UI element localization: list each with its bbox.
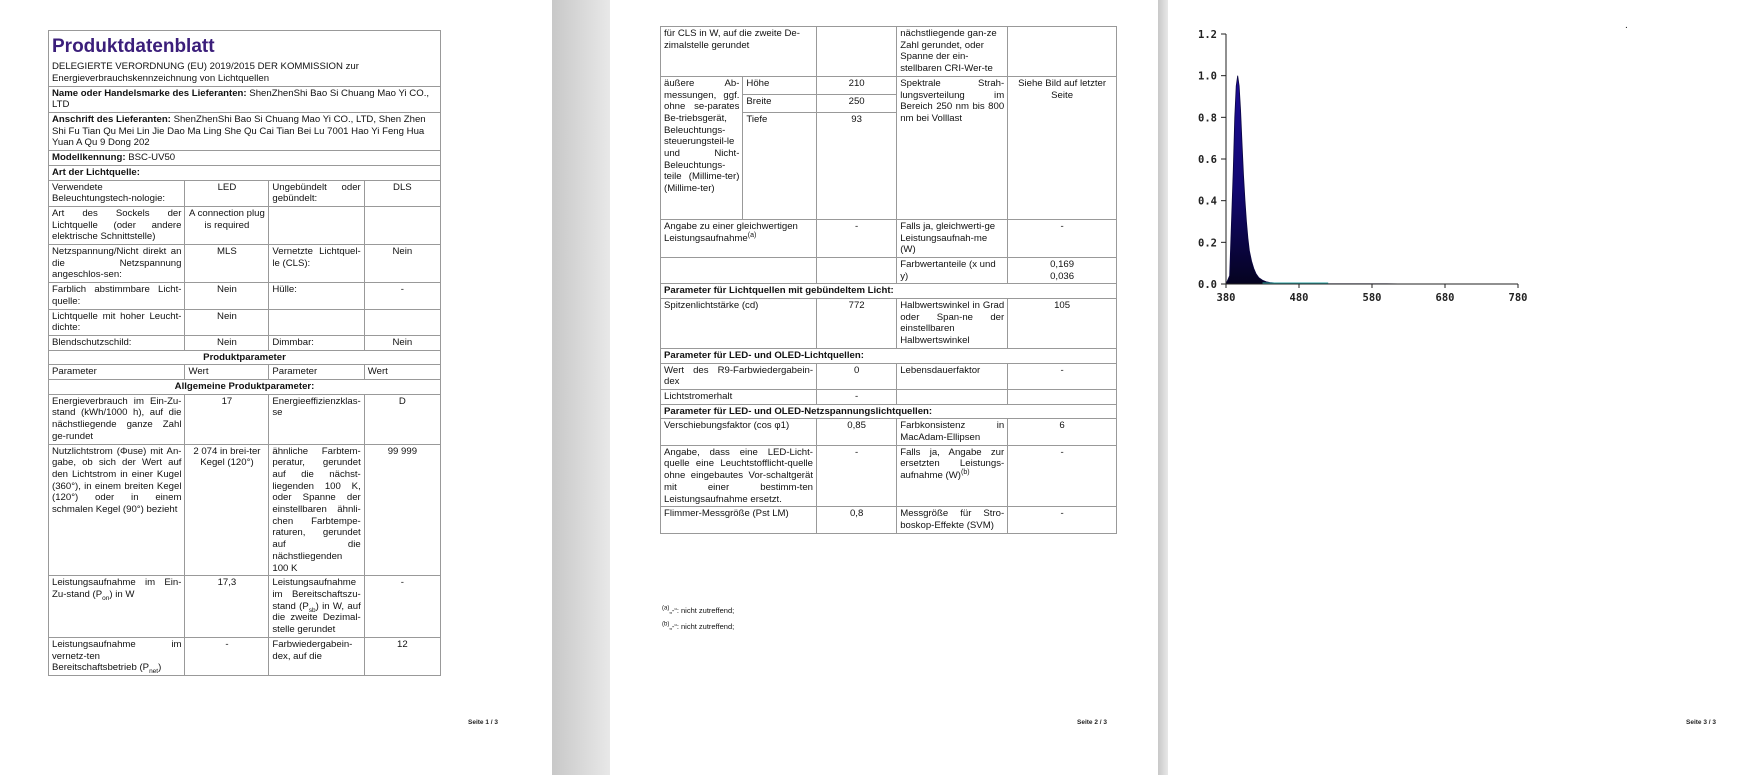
page-1 [0,0,552,775]
type-row: Blendschutzschild: Nein Dimmbar: Nein [49,335,441,350]
directional-row: Spitzenlichtstärke (cd) 772 Halbwertswinkel in Grad oder Span-ne der einstellbaren Halbwertswinkel 105 [661,299,1117,349]
supplier-address-row: Anschrift des Lieferanten: ShenZhenShi Bao Si Chuang Mao Yi CO., LTD, Shen Zhen Shi Fu Tian Qu Mei Lin Jie Dao Ma Ling She Qu Cai Tian Bei Lu 7001 Hao Yi Feng Hua Yuan A Qu 9 Dong 202 [49,112,441,150]
type-row: Farblich abstimmbare Licht-quelle: Nein Hülle: - [49,283,441,309]
spectral-chart [1168,0,1761,360]
led-param-row: Lichtstromerhalt - [661,389,1117,404]
x-tick-label: 680 [1435,292,1455,304]
page-2 [610,0,1158,775]
model-row: Modellkennung: BSC-UV50 [49,151,441,166]
dimensions-row: äußere Ab-messungen, ggf. ohne se-parates Be-triebsgerät, Beleuchtungs-steuerungsteil-le und Nicht-Beleuchtungs-teile (Millime-ter) (Millime-ter) Höhe 210 Spektrale Strah-lungsverteilung im Bereich 250 nm bis 800 nm bei Volllast Siehe Bild auf letzter Seite [661,76,1117,94]
type-row: Lichtquelle mit hoher Leucht-dichte: Nein [49,309,441,335]
y-tick-label: 0.4 [1198,195,1217,208]
led-header: Parameter für LED- und OLED-Lichtquellen: [661,348,1117,363]
page-gap [552,0,610,775]
type-row: Art des Sockels der Lichtquelle (oder andere elektrische Schnittstelle) A connection plug is required [49,206,441,244]
equivalent-power-row: Angabe zu einer gleichwertigen Leistungsaufnahme$^{(a)}$ - Falls ja, gleichwerti-ge Leistungsaufnah-me (W) - [661,219,1117,257]
stray-dot: . [1625,20,1628,31]
general-header: Allgemeine Produktparameter: [49,380,441,395]
plot-area [1226,76,1518,284]
supplier-name-row: Name oder Handelsmarke des Lieferanten: ShenZhenShi Bao Si Chuang Mao Yi CO., LTD [49,86,441,112]
mains-param-row: Angabe, dass eine LED-Licht-quelle eine Leuchtstofflicht-quelle ohne eingebautes Vor-schaltgerät mit einer bestimm-ten Leistungsaufnahme ersetzt. - Falls ja, Angabe zur ersetzten Leistungs-aufnahme $(W)^{(b)}$ - [661,445,1117,507]
x-tick-label: 580 [1362,292,1382,304]
page-title: Produktdatenblatt [49,31,441,61]
y-tick-label: 0.6 [1198,154,1217,166]
x-tick-label: 480 [1289,292,1309,304]
page-number-3: Seite 3 / 3 [1686,719,1716,726]
footnote-a: $^{(a)}$„-“: nicht zutreffend; [662,605,735,615]
regulation-text: DELEGIERTE VERORDNUNG (EU) 2019/2015 DER KOMMISSION zur Energieverbrauchskennzeichnung von Lichtquellen [49,60,441,86]
page-number-2: Seite 2 / 3 [1077,719,1107,726]
general-param-row: Energieverbrauch im Ein-Zu-stand (kWh/1000 h), auf die nächstliegende ganze Zahl ge-rundet 17 Energieeffizienzklas-se D [49,394,441,444]
spectrum-area [1226,76,1518,284]
y-tick-label: 0.0 [1198,279,1217,291]
x-tick-label: 780 [1508,292,1528,304]
mains-param-row: Verschiebungsfaktor (cos φ1) 0,85 Farbkonsistenz in MacAdam-Ellipsen 6 [661,419,1117,445]
y-tick-label: 0.8 [1198,112,1217,125]
type-row: Netzspannung/Nicht direkt an die Netzspannung angeschlos-sen: MLS Vernetzte Lichtquel-le (CLS): Nein [49,245,441,283]
type-row: Verwendete Beleuchtungstech-nologie: LED Ungebündelt oder gebündelt: DLS [49,180,441,206]
params-col-header: Parameter Wert Parameter Wert [49,365,441,380]
mains-param-row: Flimmer-Messgröße (Pst LM) 0,8 Messgröße für Stro-boskop-Effekte (SVM) - [661,507,1117,533]
datasheet-table-page-2: für CLS in W, auf die zweite De-zimalstelle gerundet nächstliegende gan-ze Zahl gerundet, oder Spanne der ein-stellbaren CRI-Wer-te äußere Ab-messungen, ggf. ohne se-parates Be-triebsgerät, Beleuchtungs-steuerungsteil-le und Nicht-Beleuchtungs-teile (Millime-ter) (Millime-ter) Höhe 210 Spektrale Strah-lungsverteilung im Bereich 250 nm bis 800 nm bei Volllast Siehe Bild auf letzter Seite Breite 250 Tiefe 93 Angabe zu einer gleichwertigen Leistungsaufnahme$^{(a)}$ - Falls ja, gleichwerti-ge Leistungsaufnah-me (W) - Farbwertanteile (x und y) 0,169 0,036 Parameter für Lichtquellen mit gebündeltem Licht: Spitzenlichtstärke (cd) 772 Halbwertswinkel in Grad oder Span-ne der einstellbaren Halbwertswinkel 105 Parameter für LED- und OLED-Lichtquellen: Wert des R9-Farbwiedergabein-dex 0 Lebensdauerfaktor - Lichtstromerhalt - Parameter für LED- und OLED-Netzspannungslichtquellen: Verschiebungsfaktor (cos φ1) 0,85 Farbkonsistenz in MacAdam-Ellipsen 6 Angabe, dass eine LED-Licht-quelle eine Leuchtstofflicht-quelle ohne eingebautes Vor-schaltgerät mit einer bestimm-ten Leistungsaufnahme ersetzt. - Falls ja, Angabe zur ersetzten Leistungs-aufnahme $(W)^{(b)}$ - Flimmer-Messgröße (Pst LM) 0,8 Messgröße für Stro-boskop-Effekte (SVM) - [660,26,1117,534]
spectrum-line [1226,76,1518,284]
x-tick-label: 380 [1216,292,1236,304]
footnote-b: $^{(b)}$„-“: nicht zutreffend; [662,621,735,631]
datasheet-table-page-1 [48,30,441,676]
continued-row: für CLS in W, auf die zweite De-zimalstelle gerundet nächstliegende gan-ze Zahl gerundet, oder Spanne der ein-stellbaren CRI-Wer-te [661,27,1117,77]
page-3 [1168,0,1761,775]
directional-header: Parameter für Lichtquellen mit gebündeltem Licht: [661,284,1117,299]
general-param-row: Leistungsaufnahme im vernetz-ten Bereitschaftsbetrieb $(P_{net})$ - Farbwiedergabein-dex, auf die 12 [49,637,441,675]
y-tick-label: 0.2 [1198,237,1217,250]
y-tick-label: 1.2 [1198,29,1217,41]
y-tick-label: 1.0 [1198,70,1217,83]
general-param-row: Leistungsaufnahme im Ein-Zu-stand $(P_{on})$ in W 17,3 Leistungsaufnahme im Bereitschaftszu-stand $(P_{sb})$ in W, auf die zweite Dezimal-stelle gerundet - [49,576,441,638]
page-number-1: Seite 1 / 3 [468,719,498,726]
axis-lines [1226,34,1518,284]
led-param-row: Wert des R9-Farbwiedergabein-dex 0 Lebensdauerfaktor - [661,363,1117,389]
product-params-header: Produktparameter [49,350,441,365]
page-gap [1158,0,1168,775]
type-header: Art der Lichtquelle: [49,165,441,180]
chromaticity-row: Farbwertanteile (x und y) 0,169 0,036 [661,257,1117,283]
mains-header: Parameter für LED- und OLED-Netzspannungslichtquellen: [661,404,1117,419]
general-param-row: Nutzlichtstrom (Φuse) mit An-gabe, ob sich der Wert auf den Lichtstrom in einer Kugel (360°), in einem breiten Kegel (120°) oder in einem schmalen Kegel (90°) bezieht 2 074 in brei-ter Kegel (120°) ähnliche Farbtem-peratur, gerundet auf die nächst-liegenden 100 K, oder Spanne der einstellbaren ähnli-chen Farbtempe-raturen, gerundet auf die nächstliegenden 100 K 99 999 [49,444,441,576]
